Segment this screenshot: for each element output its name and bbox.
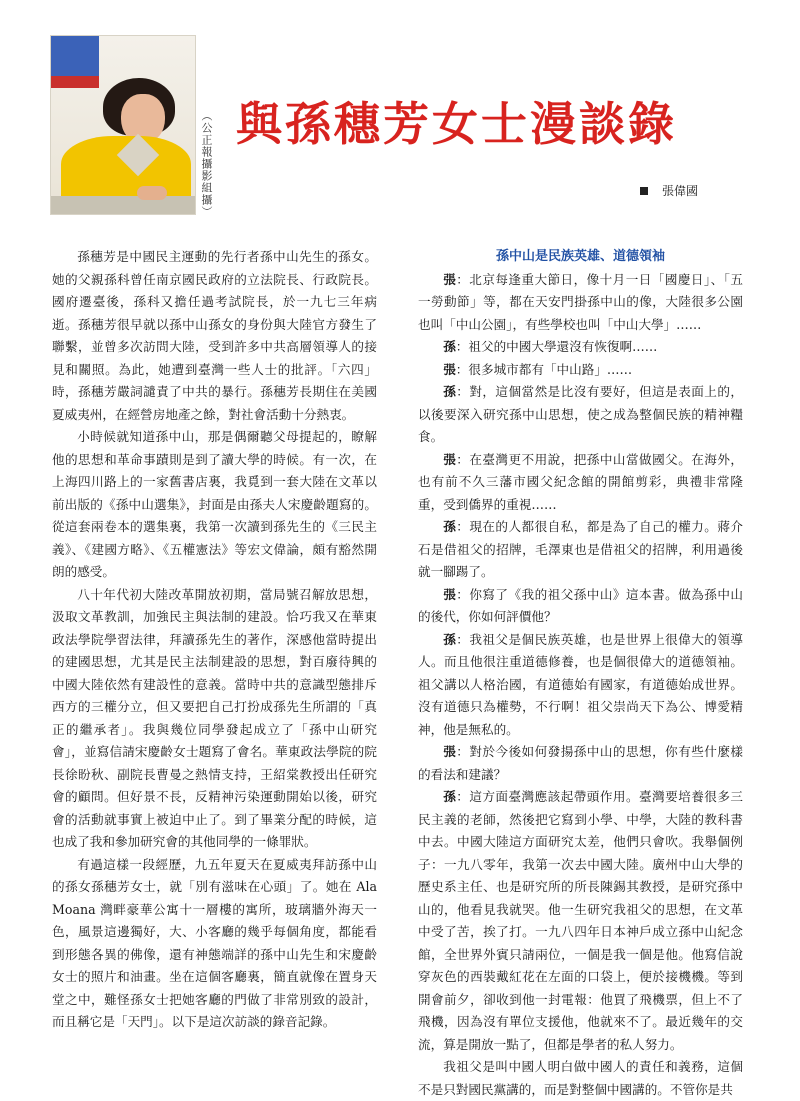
dialogue-text: 我祖父是個民族英雄，也是世界上很偉大的領導人。而且他很注重道德修養，也是個很偉大的道德領袖。祖父講以人格治國，有道德始有國家，有道德始成世界。沒有道德只為權勢，不行啊！祖父崇尚天下為公、博愛精神，他是無私的。 <box>418 631 744 737</box>
dialogue-text: 祖父的中國大學還沒有恢復啊…… <box>468 339 658 354</box>
paragraph: 孫穗芳是中國民主運動的先行者孫中山先生的孫女。她的父親孫科曾任南京國民政府的立法院長、行政院長。國府遷臺後，孫科又擔任過考試院長，於一九七三年病逝。孫穗芳很早就以孫中山孫女的身份與大陸官方發生了聯繫，並曾多次訪問大陸，受到許多中共高層領導人的接見和關照。為此，她遭到臺灣一些人士的批評。「六四」時，孫穗芳嚴詞譴責了中共的暴行。孫穗芳長期住在美國夏威夷州，在經營房地產之餘，對社會活動十分熱衷。 <box>52 249 377 422</box>
speaker-label: 孫 <box>443 384 457 399</box>
section-subheading: 孫中山是民族英雄、道德領袖 <box>495 249 665 264</box>
dialogue-line: 孫：這方面臺灣應該起帶頭作用。臺灣要培養很多三民主義的老師，然後把它寫到小學、中學，大陸的教科書中去。中國大陸這方面研究太差，他們只會吹。我舉個例子：一九八零年，我第一次去中國大陸。廣州中山大學的歷史系主任、也是研究所的所長陳錫其教授，是研究孫中山的，他看見我就哭。他一生研究我祖父的思想，在文革中受了苦，挨了打。一九八四年日本神戶成立孫中山紀念館，全世界外賓只請兩位，一個是我一個是他。他寫信說穿灰色的西裝戴紅花在左面的口袋上，便於接機機。等到開會前夕，卻收到他一封電報：他買了飛機票，但上不了飛機，因為沒有單位支援他，他就來不了。最近幾年的交流，算是開放一點了，但都是學者的私人努力。 <box>418 789 744 1052</box>
dialogue-line: 孫：祖父的中國大學還沒有恢復啊…… <box>443 339 658 354</box>
speaker-label: 孫 <box>443 339 456 354</box>
dialogue-text: 你寫了《我的祖父孫中山》這本書。做為孫中山的後代，你如何評價他？ <box>418 586 744 624</box>
speaker-label: 孫 <box>443 631 457 647</box>
dialogue-line: 張：你寫了《我的祖父孫中山》這本書。做為孫中山的後代，你如何評價他？ <box>418 586 744 624</box>
speaker-label: 孫 <box>443 789 457 804</box>
dialogue-line: 張：很多城市都有「中山路」…… <box>443 361 633 377</box>
speaker-label: 張 <box>443 451 457 467</box>
dialogue-line: 孫：現在的人都很自私，都是為了自己的權力。蔣介石是借祖父的招牌，毛澤東也是借祖父的招牌，利用過後就一腳踢了。 <box>418 519 744 579</box>
paragraph: 八十年代初大陸改革開放初期，當局號召解放思想，汲取文革教訓，加強民主與法制的建設。恰巧我又在華東政法學院學習法律，拜讀孫先生的著作，深感他當時提出的建國思想，尤其是民主法制建設的思想，對百廢待興的中國大陸依然有建設性的意義。當時中共的意識型態排斥西方的三權分立，但又要把自己打扮成孫先生所謂的「真正的繼承者」。我與幾位同學發起成立了「孫中山研究會」，並寫信請宋慶齡女士題寫了會名。華東政法學院的院長徐盼秋、副院長曹曼之熱情支持，王紹棠教授出任研究會的顧問。但好景不長，反精神污染運動開始以後，研究會的活動就事實上被迫中止了。到了畢業分配的時候，這也成了我和參加研究會的其他同學的一條罪狀。 <box>52 586 377 849</box>
speaker-label: 張 <box>443 586 457 602</box>
speaker-label: 孫 <box>443 519 457 534</box>
dialogue-line: 張：在臺灣更不用說，把孫中山當做國父。在海外，也有前不久三藩市國父紀念館的開館剪彩，典禮非常隆重，受到僑界的重視…… <box>418 451 744 512</box>
photo-credit: （公正報攝影組攝） <box>200 110 213 218</box>
square-bullet-icon <box>640 187 648 195</box>
dialogue-line: 張：對於今後如何發揚孫中山的思想，你有些什麼樣的看法和建議？ <box>418 744 744 782</box>
byline <box>640 182 698 199</box>
portrait-photo <box>50 35 196 215</box>
author-name: 張偉國 <box>662 184 699 198</box>
dialogue-text: 我祖父是叫中國人明白做中國人的責任和義務，這個不是只對國民黨講的，而是對整個中國講的。不管你是共 <box>418 1059 743 1097</box>
dialogue-text: 對於今後如何發揚孫中山的思想，你有些什麼樣的看法和建議？ <box>418 744 744 782</box>
dialogue-text: 在臺灣更不用說，把孫中山當做國父。在海外，也有前不久三藩市國父紀念館的開館剪彩，典禮非常隆重，受到僑界的重視…… <box>418 451 744 512</box>
paragraph: 有過這樣一段經歷，九五年夏天在夏威夷拜訪孫中山的孫女孫穗芳女士，就「別有滋味在心頭」了。她在 Ala Moana 灣畔豪華公寓十一層樓的寓所，玻璃牆外海天一色，風景這邊獨好，大、小客廳的幾乎每個角度，都能看到形態各異的佛像，還有神態端詳的孫中山先生和宋慶齡女士的照片和油畫。坐在這個客廳裏，簡直就像在置身天堂之中，難怪孫女士把她客廳的門做了非常別致的設計，而且稱它是「天門」。以下是這次訪談的錄音記錄。 <box>52 856 377 1029</box>
dialogue-text: 對，這個當然是比沒有要好，但這是表面上的，以後要深入研究孫中山思想，使之成為整個民族的精神糧食。 <box>418 384 744 444</box>
dialogue-text: 很多城市都有「中山路」…… <box>468 361 633 377</box>
speaker-label: 張 <box>443 361 456 377</box>
speaker-label: 張 <box>443 271 457 287</box>
left-column <box>52 246 377 1034</box>
dialogue-text: 現在的人都很自私，都是為了自己的權力。蔣介石是借祖父的招牌，毛澤東也是借祖父的招牌，利用過後就一腳踢了。 <box>418 519 744 579</box>
paragraph: 小時候就知道孫中山，那是偶爾聽父母提起的，瞭解他的思想和革命事蹟則是到了讀大學的時候。有一次，在上海四川路上的一家舊書店裏，我覓到一套大陸在文革以前出版的《孫中山選集》，封面是由孫夫人宋慶齡題寫的。從這套兩卷本的選集裏，我第一次讀到孫先生的《三民主義》、《建國方略》、《五權憲法》等宏文偉論，頗有豁然開朗的感受。 <box>52 429 377 579</box>
speaker-label: 張 <box>443 744 457 759</box>
dialogue-text: 北京每逢重大節日，像十月一日「國慶日」、「五一勞動節」等，都在天安門掛孫中山的像，大陸很多公園也叫「中山公園」，有些學校也叫「中山大學」…… <box>418 271 744 332</box>
dialogue-line: 孫：我祖父是個民族英雄，也是世界上很偉大的領導人。而且他很注重道德修養，也是個很偉大的道德領袖。祖父講以人格治國，有道德始有國家，有道德始成世界。沒有道德只為權勢，不行啊！祖父崇尚天下為公、博愛精神，他是無私的。 <box>418 631 744 737</box>
article-title: 與孫穗芳女士漫談錄 <box>236 97 677 151</box>
dialogue-line: 孫：對，這個當然是比沒有要好，但這是表面上的，以後要深入研究孫中山思想，使之成為整個民族的精神糧食。 <box>418 384 744 444</box>
dialogue-line <box>418 1056 743 1101</box>
dialogue-text: 這方面臺灣應該起帶頭作用。臺灣要培養很多三民主義的老師，然後把它寫到小學、中學，大陸的教科書中去。中國大陸這方面研究太差，他們只會吹。我舉個例子：一九八零年，我第一次去中國大陸。廣州中山大學的歷史系主任、也是研究所的所長陳錫其教授，是研究孫中山的，他看見我就哭。他一生研究我祖父的思想，在文革中受了苦，挨了打。一九八四年日本神戶成立孫中山紀念館，全世界外賓只請兩位，一個是我一個是他。他寫信說穿灰色的西裝戴紅花在左面的口袋上，便於接機機。等到開會前夕，卻收到他一封電報：他買了飛機票，但上不了飛機，因為沒有單位支援他，他就來不了。最近幾年的交流，算是開放一點了，但都是學者的私人努力。 <box>418 789 744 1052</box>
right-column <box>418 246 743 1101</box>
dialogue-line: 張：北京每逢重大節日，像十月一日「國慶日」、「五一勞動節」等，都在天安門掛孫中山的像，大陸很多公園也叫「中山公園」，有些學校也叫「中山大學」…… <box>418 271 744 332</box>
